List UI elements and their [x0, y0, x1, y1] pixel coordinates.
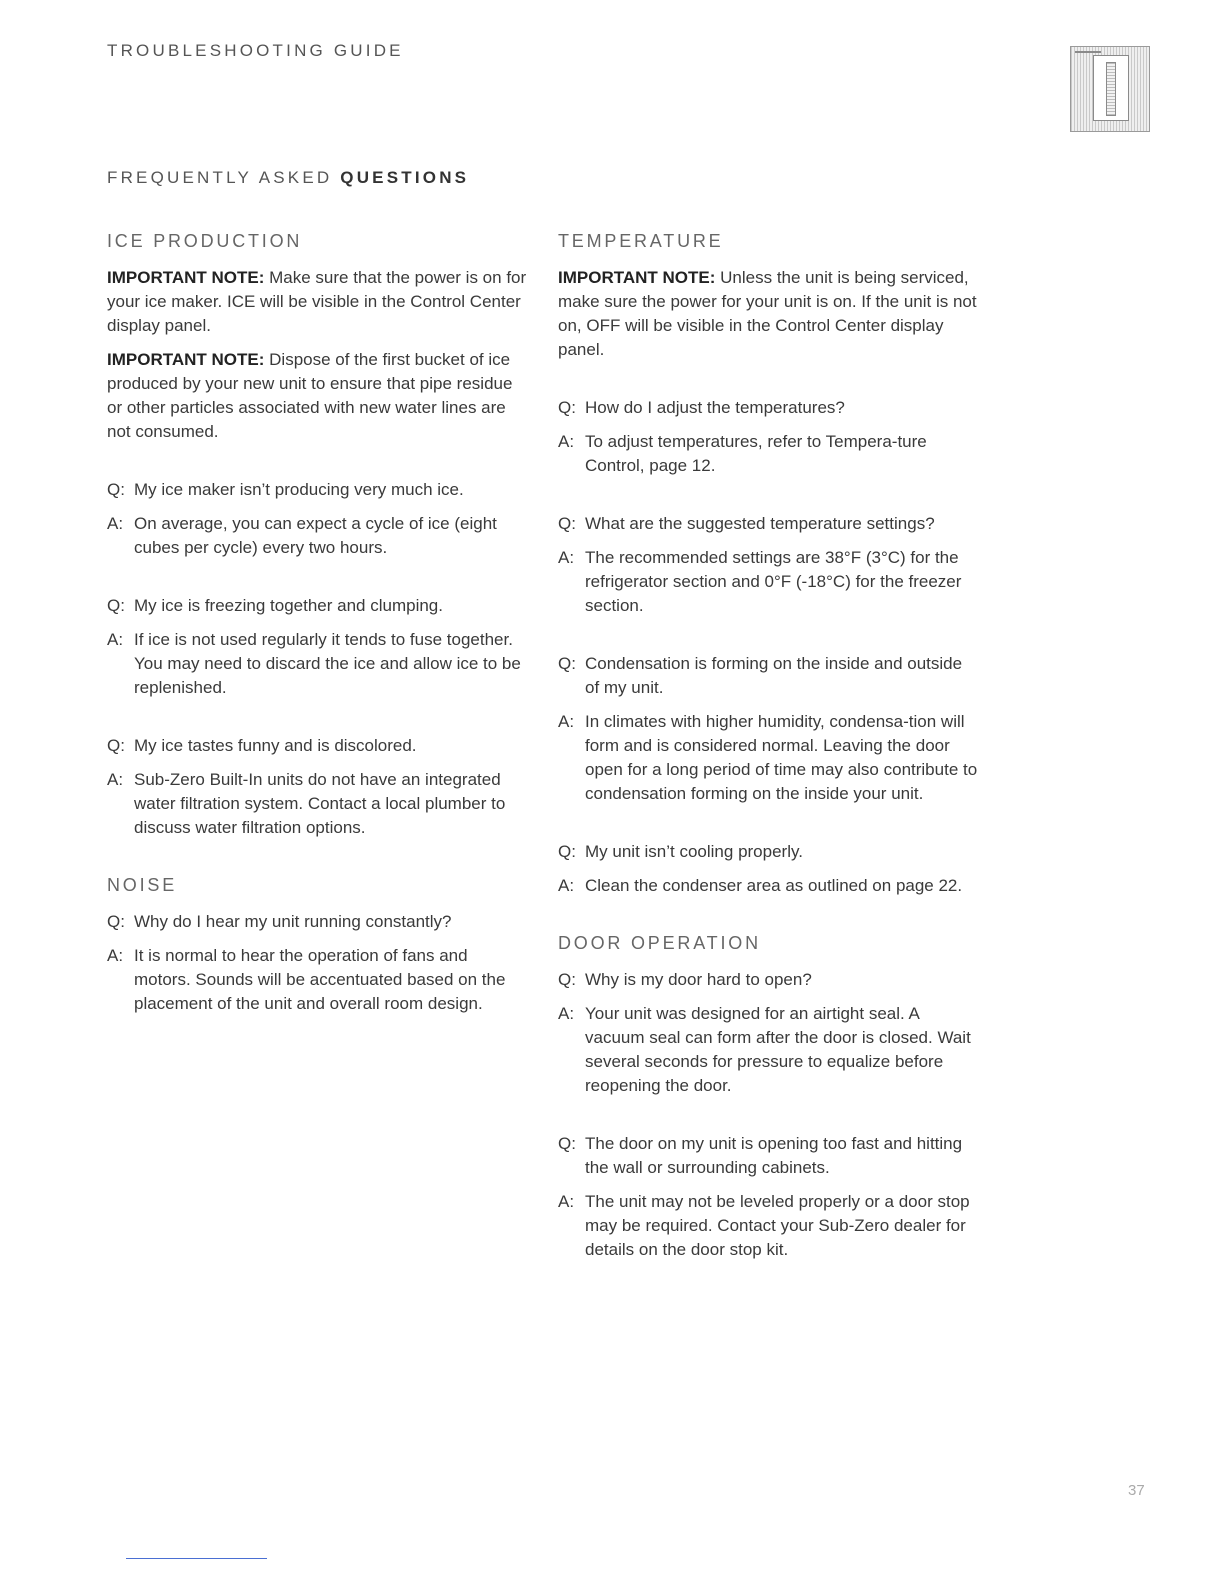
answer	[107, 512, 527, 560]
qa-item	[558, 840, 978, 898]
footer-rule	[126, 1558, 267, 1559]
page-header: TROUBLESHOOTING GUIDE	[107, 41, 404, 60]
answer-text: Your unit was designed for an airtight seal. A vacuum seal can form after the door is closed. Wait several seconds for pressure to equalize before reopening the door.	[585, 1004, 971, 1095]
answer	[558, 1190, 978, 1262]
noise-heading: NOISE	[107, 875, 178, 895]
note-text: Make sure that the power is on for your ice maker. ICE will be visible in the Control Center display panel.	[107, 268, 527, 335]
a-label: A:	[558, 548, 575, 567]
answer	[558, 546, 978, 618]
q-label: Q:	[558, 398, 576, 417]
qa-item	[558, 652, 978, 806]
question	[558, 968, 978, 992]
a-label: A:	[558, 712, 575, 731]
qa-item	[558, 968, 978, 1098]
qa-item	[107, 594, 527, 700]
section-title-strong: QUESTIONS	[340, 168, 470, 187]
question-text: How do I adjust the temperatures?	[585, 398, 845, 417]
temperature-heading: TEMPERATURE	[558, 231, 724, 251]
q-label: Q:	[558, 514, 576, 533]
answer	[107, 944, 527, 1016]
answer	[558, 710, 978, 806]
temperature-section	[558, 230, 978, 898]
answer	[107, 768, 527, 840]
note-label: IMPORTANT NOTE:	[558, 268, 716, 287]
right-column	[558, 230, 978, 1272]
q-label: Q:	[107, 596, 125, 615]
question-text: Condensation is forming on the inside and outside of my unit.	[585, 654, 963, 697]
ice-production-heading: ICE PRODUCTION	[107, 231, 303, 251]
note-label: IMPORTANT NOTE:	[107, 350, 265, 369]
question-text: My ice is freezing together and clumping.	[134, 596, 443, 615]
q-label: Q:	[107, 912, 125, 931]
note-text: Dispose of the first bucket of ice produced by your new unit to ensure that pipe residue or other particles associated with new water lines are not consumed.	[107, 350, 513, 441]
answer-text: It is normal to hear the operation of fans and motors. Sounds will be accentuated based on the placement of the unit and overall room design.	[134, 946, 506, 1013]
question	[107, 734, 527, 758]
left-column	[107, 230, 527, 1026]
question-text: My unit isn’t cooling properly.	[585, 842, 803, 861]
qa-item	[107, 910, 527, 1016]
answer-text: Sub-Zero Built-In units do not have an integrated water filtration system. Contact a local plumber to discuss water filtration options.	[134, 770, 506, 837]
brand-logo-icon	[1070, 46, 1150, 132]
question-text: My ice maker isn’t producing very much ice.	[134, 480, 464, 499]
question	[558, 1132, 978, 1180]
important-note	[558, 266, 978, 362]
answer-text: On average, you can expect a cycle of ice (eight cubes per cycle) every two hours.	[134, 514, 497, 557]
door-operation-heading: DOOR OPERATION	[558, 933, 761, 953]
qa-item	[107, 734, 527, 840]
a-label: A:	[107, 630, 124, 649]
qa-item	[107, 478, 527, 560]
question	[107, 478, 527, 502]
answer-text: In climates with higher humidity, condensa-tion will form and is considered normal. Leaving the door open for a long period of time may also contribute to condensation forming on the inside your unit.	[585, 712, 978, 803]
a-label: A:	[107, 770, 124, 789]
page-number: 37	[1128, 1482, 1145, 1499]
answer-text: The recommended settings are 38°F (3°C) for the refrigerator section and 0°F (-18°C) for the freezer section.	[585, 548, 962, 615]
question	[107, 910, 527, 934]
answer-text: Clean the condenser area as outlined on page 22.	[585, 876, 963, 895]
qa-item	[558, 396, 978, 478]
question	[558, 512, 978, 536]
question	[558, 652, 978, 700]
note-label: IMPORTANT NOTE:	[107, 268, 265, 287]
question-text: My ice tastes funny and is discolored.	[134, 736, 417, 755]
noise-section	[107, 874, 527, 1016]
question	[558, 396, 978, 420]
answer-text: The unit may not be leveled properly or a door stop may be required. Contact your Sub-Zero dealer for details on the door stop kit.	[585, 1192, 970, 1259]
important-note	[107, 348, 527, 444]
q-label: Q:	[558, 654, 576, 673]
door-operation-section	[558, 932, 978, 1262]
note-text: Unless the unit is being serviced, make sure the power for your unit is on. If the unit is not on, OFF will be visible in the Control Center display panel.	[558, 268, 977, 359]
ice-production-section	[107, 230, 527, 840]
question-text: Why do I hear my unit running constantly?	[134, 912, 452, 931]
question	[107, 594, 527, 618]
important-note	[107, 266, 527, 338]
qa-item	[558, 1132, 978, 1262]
section-title	[107, 168, 469, 188]
q-label: Q:	[107, 480, 125, 499]
a-label: A:	[558, 876, 575, 895]
answer	[558, 430, 978, 478]
q-label: Q:	[558, 970, 576, 989]
a-label: A:	[558, 1004, 575, 1023]
q-label: Q:	[558, 842, 576, 861]
question-text: Why is my door hard to open?	[585, 970, 812, 989]
question-text: What are the suggested temperature settings?	[585, 514, 935, 533]
answer	[558, 874, 978, 898]
a-label: A:	[558, 432, 575, 451]
q-label: Q:	[107, 736, 125, 755]
answer-text: To adjust temperatures, refer to Tempera-ture Control, page 12.	[585, 432, 927, 475]
a-label: A:	[107, 946, 124, 965]
answer	[558, 1002, 978, 1098]
answer	[107, 628, 527, 700]
question	[558, 840, 978, 864]
a-label: A:	[107, 514, 124, 533]
a-label: A:	[558, 1192, 575, 1211]
q-label: Q:	[558, 1134, 576, 1153]
qa-item	[558, 512, 978, 618]
answer-text: If ice is not used regularly it tends to fuse together. You may need to discard the ice and allow ice to be replenished.	[134, 630, 521, 697]
question-text: The door on my unit is opening too fast and hitting the wall or surrounding cabinets.	[585, 1134, 963, 1177]
section-title-light: FREQUENTLY ASKED	[107, 168, 333, 187]
